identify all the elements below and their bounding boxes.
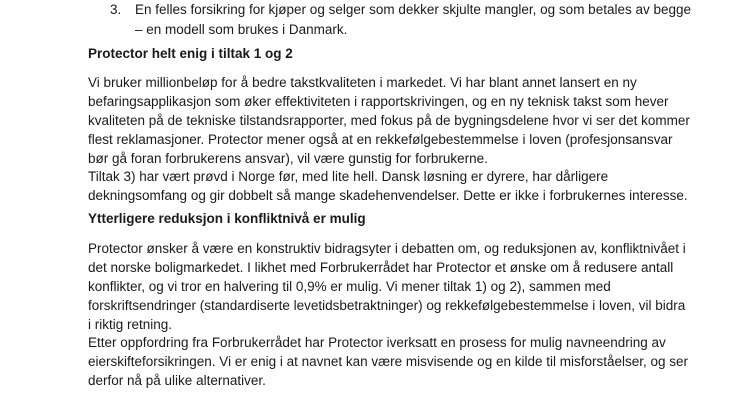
list-line: En felles forsikring for kjøper og selger som dekker skjulte mangler, og som betales av begge	[135, 2, 692, 17]
paragraph-line: eierskifteforsikringen. Vi er enig i at navnet kan være misvisende og en kilde til misforståelser, og ser	[88, 354, 689, 369]
paragraph-line: forskriftsendringer (standardiserte levetidsbetraktninger) og rekkefølgebestemmelse i loven, vil bidra	[88, 298, 686, 313]
paragraph-line: i riktig retning.	[88, 317, 173, 332]
paragraph-line: befaringsapplikasjon som øker effektiviteten i rapportskrivingen, og en ny teknisk takst som hever	[88, 94, 669, 109]
list-item	[110, 0, 710, 40]
paragraph-line: det norske boligmarkedet. I likhet med Forbrukerrådet har Protector et ønske om å redusere antall	[88, 260, 674, 275]
paragraph-takstkvalitet	[88, 73, 690, 168]
paragraph-line: flest reklamasjoner. Protector mener også at en rekkefølgebestemmelse i loven (profesjonsansvar	[88, 132, 673, 147]
list-item-text	[135, 0, 710, 40]
paragraph-line: Protector ønsker å være en konstruktiv bidragsyter i debatten om, og reduksjonen av, konfliktnivået i	[88, 241, 686, 256]
paragraph-line: Vi bruker millionbeløp for å bedre takstkvaliteten i markedet. Vi har blant annet lansert en ny	[88, 75, 637, 90]
paragraph-line: kvaliteten på de tekniske tilstandsrapporter, med fokus på de bygningsdelene hvor vi ser det kommer	[88, 113, 690, 128]
list-number: 3.	[110, 2, 122, 17]
section-heading-tiltak: Protector helt enig i tiltak 1 og 2	[88, 46, 293, 61]
list-line: – en modell som brukes i Danmark.	[135, 22, 348, 37]
paragraph-line: derfor nå på ulike alternativer.	[88, 373, 266, 388]
paragraph-line: konflikter, og vi tror en halvering til 0,9% er mulig. Vi mener tiltak 1) og 2), sammen med	[88, 279, 611, 294]
paragraph-line: Tiltak 3) har vært prøvd i Norge før, med lite hell. Dansk løsning er dyrere, har dårligere	[88, 169, 609, 184]
paragraph-line: dekningsomfang og gir dobbelt så mange skadehenvendelser. Dette er ikke i forbrukernes interesse.	[88, 188, 688, 203]
paragraph-tiltak-3	[88, 167, 688, 205]
paragraph-line: bør gå foran forbrukerens ansvar), vil være gunstig for forbrukerne.	[88, 151, 488, 166]
paragraph-line: Etter oppfordring fra Forbrukerrådet har Protector iverksatt en prosess for mulig navneendring av	[88, 335, 666, 350]
paragraph-navneendring	[88, 333, 689, 390]
section-heading-konfliktniva: Ytterligere reduksjon i konfliktnivå er mulig	[88, 211, 366, 226]
paragraph-konstruktiv-bidragsyter	[88, 239, 686, 334]
